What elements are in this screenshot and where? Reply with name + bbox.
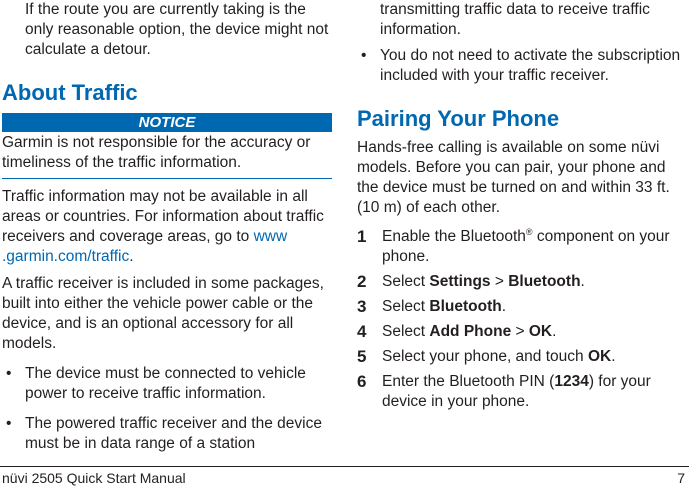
step-number: 3 <box>357 297 367 316</box>
step-number: 2 <box>357 272 367 291</box>
step-number: 5 <box>357 347 367 366</box>
list-item-continued <box>357 0 689 40</box>
step-end: ) for your device in your phone. <box>382 373 651 410</box>
left-column <box>2 0 332 454</box>
step-text: Select your phone, and touch <box>382 348 588 365</box>
step-bold: Add Phone <box>429 323 512 340</box>
bullet-icon: • <box>6 415 12 432</box>
page-footer <box>0 466 689 487</box>
step-bold: Bluetooth <box>508 273 581 290</box>
list-item <box>2 364 332 404</box>
step-text: Enable the Bluetooth <box>382 228 526 245</box>
page-number: 7 <box>677 470 685 486</box>
step-bold: Bluetooth <box>429 298 502 315</box>
traffic-link[interactable]: www .garmin.com/traffic <box>2 228 288 265</box>
paragraph-end: . <box>129 248 134 265</box>
step-number: 6 <box>357 372 367 391</box>
bullet-text: If the route you are currently taking is the only reasonable option, the device might not calculate a detour. <box>25 1 329 58</box>
step-text: Select <box>382 298 430 315</box>
step-text: Select <box>382 273 430 290</box>
bullet-text: transmitting traffic data to receive traffic information. <box>380 1 650 38</box>
list-item <box>2 414 332 454</box>
step-separator: > <box>490 273 509 290</box>
right-column <box>357 0 689 417</box>
step-item <box>357 322 689 342</box>
step-number: 4 <box>357 322 367 341</box>
traffic-receiver-paragraph: A traffic receiver is included in some packages, built into either the vehicle power cable or the device, and is an optional accessory for all models. <box>2 275 324 352</box>
pairing-steps <box>357 227 689 412</box>
step-end: . <box>501 298 507 315</box>
section-heading-about-traffic: About Traffic <box>2 80 138 105</box>
step-number: 1 <box>357 227 367 246</box>
notice-divider <box>2 178 332 179</box>
step-separator: > <box>511 323 529 340</box>
step-bold: Settings <box>429 273 491 290</box>
bullet-text: The powered traffic receiver and the device must be in data range of a station <box>25 415 322 452</box>
step-item <box>357 297 689 317</box>
traffic-info-paragraph <box>2 187 332 267</box>
manual-title: nüvi 2505 Quick Start Manual <box>2 470 186 486</box>
step-bold: OK <box>528 323 553 340</box>
bullet-text: The device must be connected to vehicle power to receive traffic information. <box>25 365 306 402</box>
registered-mark: ® <box>525 226 533 237</box>
step-text: Enter the Bluetooth PIN ( <box>382 373 555 390</box>
notice-label: NOTICE <box>2 113 332 132</box>
step-end: . <box>611 348 616 365</box>
step-end: . <box>580 273 585 290</box>
step-item <box>357 272 689 292</box>
step-bold: OK <box>587 348 612 365</box>
list-item-continued <box>2 0 332 60</box>
step-text: component on your phone. <box>382 228 670 265</box>
paragraph-text: Traffic information may not be available in all areas or countries. For information about traffic receivers and coverage areas, go to <box>2 188 324 245</box>
bullet-icon: • <box>361 47 367 64</box>
step-bold: 1234 <box>554 373 589 390</box>
notice-box <box>2 113 332 179</box>
bullet-text: You do not need to activate the subscription included with your traffic receiver. <box>380 47 681 84</box>
step-item <box>357 347 689 367</box>
list-item <box>357 46 689 86</box>
step-item <box>357 227 689 267</box>
step-end: . <box>552 323 557 340</box>
bullet-icon: • <box>6 365 12 382</box>
pairing-intro: Hands-free calling is available on some nüvi models. Before you can pair, your phone and the device must be turned on and within 33 ft. (10 m) of each other. <box>357 139 670 216</box>
step-text: Select <box>382 323 430 340</box>
notice-text: Garmin is not responsible for the accuracy or timeliness of the traffic information. <box>2 134 311 171</box>
section-heading-pairing: Pairing Your Phone <box>357 106 560 131</box>
step-item <box>357 372 689 412</box>
